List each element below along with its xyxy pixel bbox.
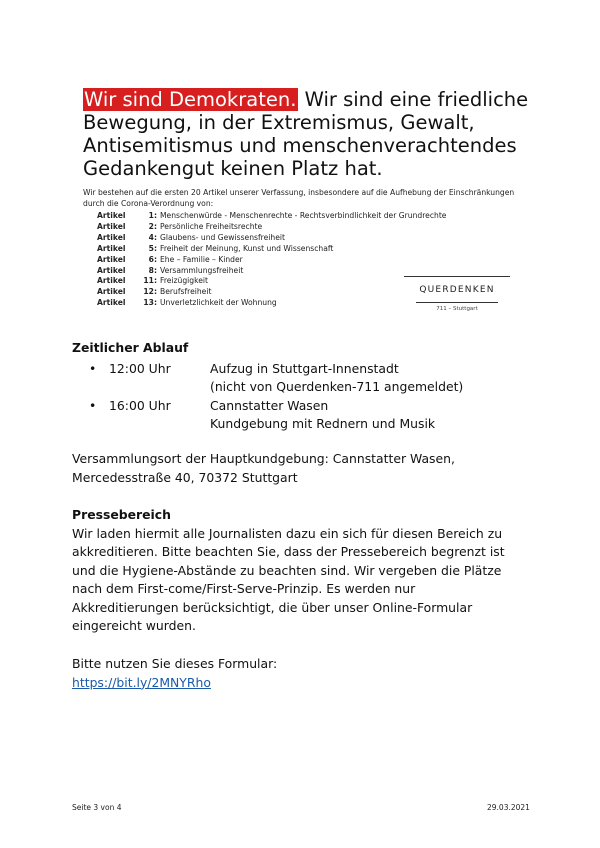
article-number: 8: <box>148 265 157 275</box>
article-item <box>97 211 477 222</box>
article-keyword: Artikel <box>97 276 126 286</box>
schedule-list <box>72 360 542 434</box>
article-number: 11: <box>143 276 157 286</box>
article-number: 5: <box>148 243 157 253</box>
article-keyword: Artikel <box>97 254 126 264</box>
schedule-time: 16:00 Uhr <box>109 397 171 413</box>
article-item <box>97 222 477 233</box>
schedule-item-detail <box>72 378 542 397</box>
press-line: Wir laden hiermit alle Journalisten dazu ein sich für diesen Bereich zu <box>72 525 503 541</box>
document-date: 29.03.2021 <box>487 803 530 812</box>
press-line: und die Hygiene-Abstände zu beachten sind. Wir vergeben die Plätze <box>72 562 502 578</box>
schedule-item <box>72 360 542 379</box>
article-item <box>97 244 477 255</box>
article-title: Freizügigkeit <box>160 276 208 286</box>
form-link[interactable]: https://bit.ly/2MNYRho <box>72 674 211 690</box>
schedule-time: 12:00 Uhr <box>109 360 171 376</box>
schedule-item-detail <box>72 415 542 434</box>
bullet-icon: • <box>89 360 97 376</box>
headline-highlight: Wir sind Demokraten. <box>84 88 297 111</box>
headline-text: Wir sind eine friedliche Bewegung, in der Extremismus, Gewalt, Antisemitismus und menschenverachtendes Gedankengut keinen Platz hat. <box>83 88 529 180</box>
venue-line-1: Versammlungsort der Hauptkundgebung: Cannstatter Wasen, <box>72 451 455 466</box>
schedule-detail: Kundgebung mit Rednern und Musik <box>210 416 436 431</box>
article-keyword: Artikel <box>97 287 126 297</box>
article-title: Freiheit der Meinung, Kunst und Wissenschaft <box>160 243 334 253</box>
press-line: eingereicht wurden. <box>72 618 196 633</box>
article-title: Berufsfreiheit <box>160 287 212 297</box>
article-number: 12: <box>143 287 157 297</box>
article-item <box>97 255 477 266</box>
article-keyword: Artikel <box>97 298 126 308</box>
article-keyword: Artikel <box>97 265 126 275</box>
bullet-icon: • <box>89 397 97 413</box>
press-heading: Pressebereich <box>72 507 171 522</box>
intro-text: Wir bestehen auf die ersten 20 Artikel unserer Verfassung, insbesondere auf die Aufhebung der Einschränkungen durch die Corona-Verordnung von: <box>83 188 515 208</box>
article-item <box>97 266 477 277</box>
article-keyword: Artikel <box>97 211 126 220</box>
article-number: 1: <box>148 211 157 220</box>
press-paragraph <box>72 525 542 636</box>
article-title: Glaubens- und Gewissensfreiheit <box>160 232 285 242</box>
article-title: Persönliche Freiheitsrechte <box>160 221 263 231</box>
article-item <box>97 233 477 244</box>
article-keyword: Artikel <box>97 243 126 253</box>
headline <box>83 88 563 180</box>
schedule-detail: (nicht von Querdenken-711 angemeldet) <box>210 379 464 394</box>
press-line: akkreditieren. Bitte beachten Sie, dass der Pressebereich begrenzt ist <box>72 544 505 559</box>
logo-subtitle: 711 – Stuttgart <box>436 306 478 312</box>
press-line: Akkreditierungen berücksichtigt, die über unser Online-Formular <box>72 599 473 615</box>
schedule-item <box>72 397 542 416</box>
article-number: 4: <box>148 232 157 242</box>
form-section <box>72 655 542 692</box>
schedule-heading: Zeitlicher Ablauf <box>72 340 189 355</box>
article-keyword: Artikel <box>97 232 126 242</box>
article-number: 6: <box>148 254 157 264</box>
article-number: 2: <box>148 221 157 231</box>
article-title: Unverletzlichkeit der Wohnung <box>160 298 277 308</box>
page-number: Seite 3 von 4 <box>72 803 122 812</box>
venue-section <box>72 450 542 487</box>
logo-name: QUERDENKEN <box>419 285 495 295</box>
form-prompt: Bitte nutzen Sie dieses Formular: <box>72 656 278 671</box>
press-section <box>72 506 542 636</box>
venue-line-2: Mercedesstraße 40, 70372 Stuttgart <box>72 469 298 485</box>
schedule-section <box>72 339 542 434</box>
article-keyword: Artikel <box>97 221 126 231</box>
querdenken-logo <box>404 276 510 312</box>
article-title: Ehe – Familie – Kinder <box>160 254 243 264</box>
article-title: Menschenwürde - Menschenrechte - Rechtsverbindlichkeit der Grundrechte <box>160 211 447 220</box>
schedule-description: Aufzug in Stuttgart-Innenstadt <box>210 360 399 376</box>
press-line: nach dem First-come/First-Serve-Prinzip. Es werden nur <box>72 581 416 596</box>
article-number: 13: <box>143 298 157 308</box>
schedule-description: Cannstatter Wasen <box>210 397 329 413</box>
article-title: Versammlungsfreiheit <box>160 265 244 275</box>
